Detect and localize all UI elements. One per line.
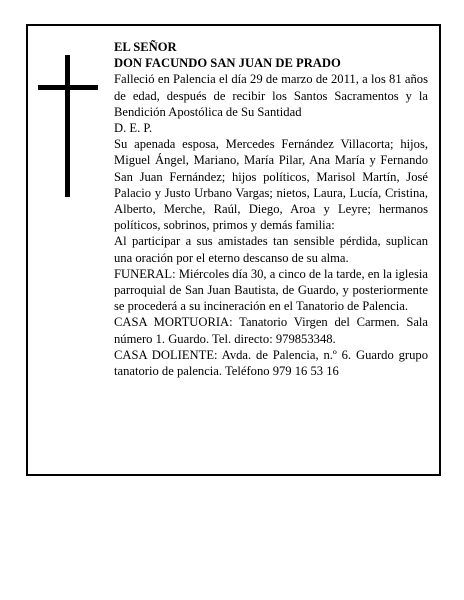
prayer-request: Al participar a sus amistades tan sensible pérdida, suplican una oración por el eterno descanso de su alma.	[114, 234, 428, 265]
deceased-name: DON FACUNDO SAN JUAN DE PRADO	[114, 56, 341, 71]
death-announcement: Falleció en Palencia el día 29 de marzo de 2011, a los 81 años de edad, después de recibir los Santos Sacramentos y la Bendición Apostólica de Su Santidad	[114, 72, 428, 119]
cross-vertical-bar	[65, 55, 70, 197]
mortuary-info: CASA MORTUORIA: Tanatorio Virgen del Carmen. Sala número 1. Guardo. Tel. directo: 979853348.	[114, 315, 428, 346]
cross-horizontal-bar	[38, 85, 98, 90]
obituary-text	[114, 39, 428, 379]
funeral-info: FUNERAL: Miércoles día 30, a cinco de la tarde, en la iglesia parroquial de San Juan Bautista, de Guardo, y posteriormente se procederá a su incineración en el Tanatorio de Palencia.	[114, 266, 428, 314]
family-home-info: CASA DOLIENTE: Avda. de Palencia, n.º 6. Guardo grupo tanatorio de palencia. Teléfono 979 16 53 16	[114, 347, 428, 379]
family-list: Su apenada esposa, Mercedes Fernández Villacorta; hijos, Miguel Ángel, Mariano, María Pilar, Ana María y Fernando San Juan Fernández; hijos políticos, Marisol Martín, José Palacio y Justo Urbano Vargas; nietos, Laura, Lucía, Cristina, Alberto, Merche, Raúl, Diego, Aroa y Leyre; hermanos políticos, sobrinos, primos y demás familia:	[114, 137, 428, 233]
rip-line: D. E. P.	[114, 121, 153, 136]
honorific: EL SEÑOR	[114, 40, 177, 54]
